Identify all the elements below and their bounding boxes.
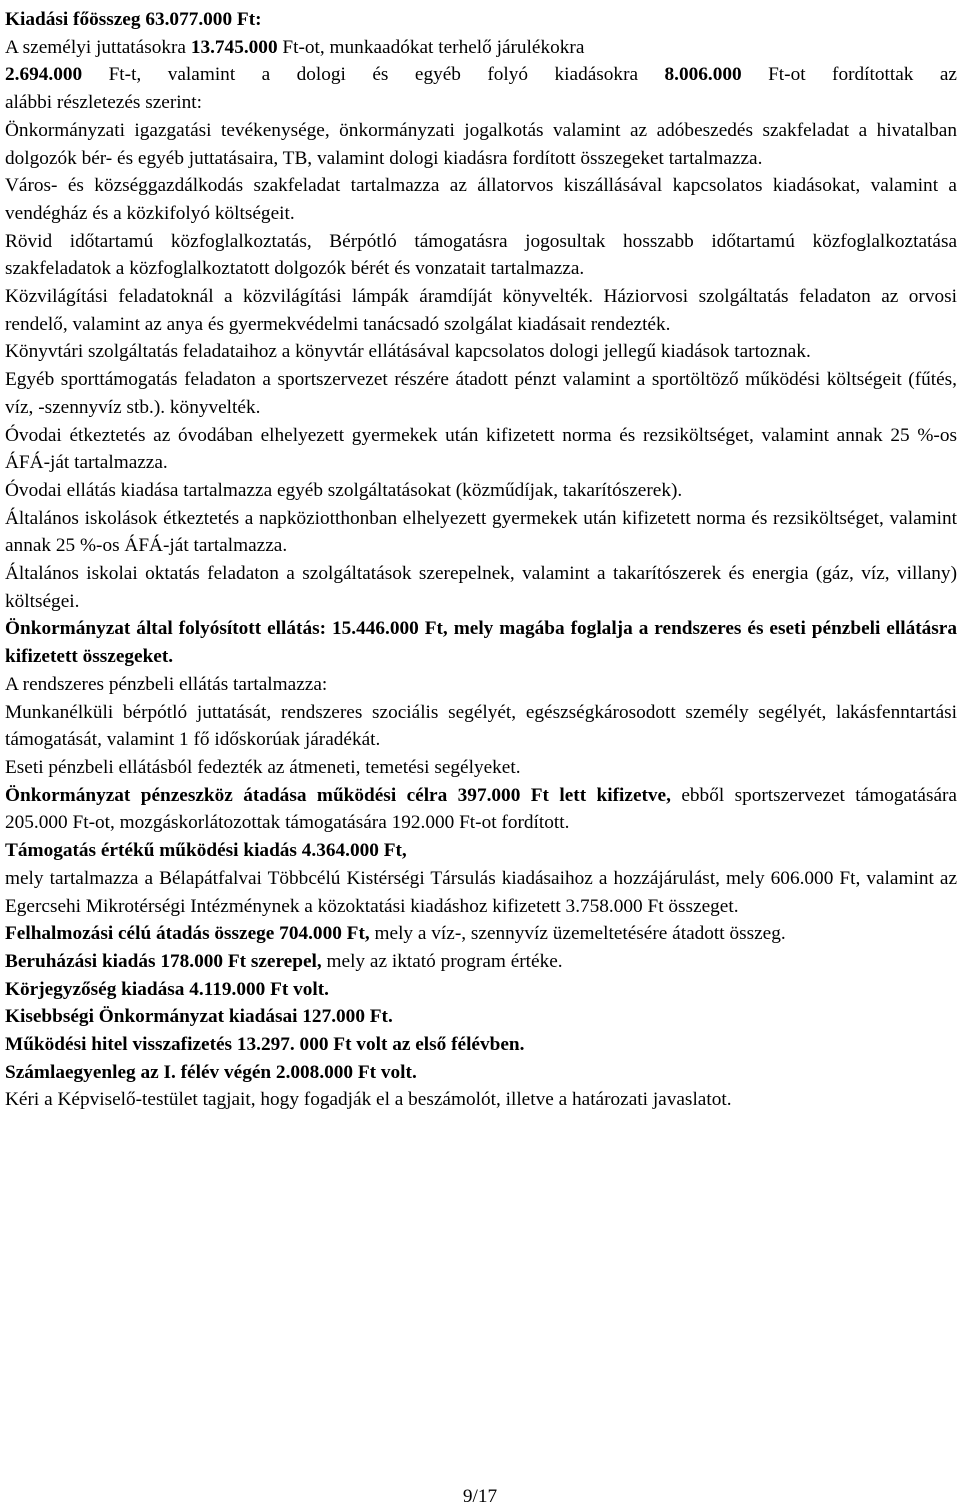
paragraph-munkanelkuli: Munkanélküli bérpótló juttatását, rendszeres szociális segélyét, egészségkárosodott személy segélyét, lakásfenntartási támogatását, valamint 1 fő időskorúak járadékát. [5, 701, 957, 751]
paragraph-felhalmozasi: Felhalmozási célú átadás összege 704.000 Ft, mely a víz-, szennyvíz üzemeltetésére átadott összeg. [5, 923, 786, 945]
paragraph-varos: Város- és községgazdálkodás szakfeladat tartalmazza az állatorvos kiszállásával kapcsolatos kiadásokat, valamint a vendégház és a közkifolyó költségeit. [5, 175, 957, 224]
page-number: 9/17 [462, 1486, 498, 1507]
paragraph-konyvtar: Könyvtári szolgáltatás feladataihoz a könyvtár ellátásával kapcsolatos dologi jellegű kiadások tartoznak. [5, 341, 811, 363]
paragraph-tamogatas: mely tartalmazza a Bélapátfalvai Többcélú Kistérségi Társulás kiadásaihoz a hozzájárulást, mely 606.000 Ft, valamint az Egercsehi Mikrotérségi Intézménynek a közoktatási kiadáshoz kifizetett 3.758.000 Ft összeget. [5, 867, 957, 917]
paragraph-ellatas: Önkormányzat által folyósított ellátás: 15.446.000 Ft, mely magába foglalja a rendszeres és eseti pénzbeli ellátásra kifizetett összegeket. [5, 618, 957, 668]
paragraph-rendszeres-head: A rendszeres pénzbeli ellátás tartalmazza: [5, 673, 328, 695]
paragraph-tamogatas-heading: Támogatás értékű működési kiadás 4.364.000 Ft, [5, 840, 407, 862]
paragraph-altalanos-oktatas: Általános iskolai oktatás feladaton a szolgáltatások szerepelnek, valamint a takarítószerek és energia (gáz, víz, villany) költségei. [5, 563, 957, 612]
paragraph-ovodai-etkeztetes: Óvodai étkeztetés az óvodában elhelyezett gyermekek után kifizetett norma és rezsiköltséget, valamint annak 25 %-os ÁFÁ-ját tartalmazza. [5, 424, 957, 474]
paragraph-sport: Egyéb sporttámogatás feladaton a sportszervezet részére átadott pénzt valamint a sportöltöző működési költségeit (fűtés, víz, -szennyvíz stb.). könyvelték. [5, 369, 957, 418]
paragraph-mukodesi-hitel: Működési hitel visszafizetés 13.297. 000 Ft volt az első félévben. [5, 1034, 525, 1056]
paragraph-onkormanyzati: Önkormányzati igazgatási tevékenysége, önkormányzati jogalkotás valamint az adóbeszedés szakfeladat a hivatalban dolgozók bér- és egyéb juttatásaira, TB, valamint dologi kiadásra fordított összegeket tartalmazza. [5, 119, 957, 169]
paragraph-keri: Kéri a Képviselő-testület tagjait, hogy fogadják el a beszámolót, illetve a határozati javaslatot. [5, 1089, 732, 1111]
paragraph-ovodai-ellatas: Óvodai ellátás kiadása tartalmazza egyéb szolgáltatásokat (közműdíjak, takarítószerek). [5, 479, 683, 501]
paragraph-rovid: Rövid időtartamú közfoglalkoztatás, Bérpótló támogatásra jogosultak hosszabb időtartamú közfoglalkoztatása szakfeladatok a közfoglalkoztatott dolgozók bérét és vonzatait tartalmazza. [5, 230, 957, 280]
paragraph-kisebbsegi: Kisebbségi Önkormányzat kiadásai 127.000 Ft. [5, 1006, 393, 1028]
paragraph-altalanos-etkeztetes: Általános iskolások étkeztetés a napköziotthonban elhelyezett gyermekek után kifizetett norma és rezsiköltséget, valamint annak 25 %-os ÁFÁ-ját tartalmazza. [5, 507, 957, 557]
paragraph-eseti: Eseti pénzbeli ellátásból fedezték az átmeneti, temetési segélyeket. [5, 756, 521, 778]
heading-main-expense: Kiadási főösszeg 63.077.000 Ft: [5, 9, 262, 30]
paragraph-personnel: A személyi juttatásokra 13.745.000 Ft-ot, munkaadókat terhelő járulékokra [5, 36, 585, 58]
paragraph-details-intro: alábbi részletezés szerint: [5, 92, 202, 114]
paragraph-penzeszkoz: Önkormányzat pénzeszköz átadása működési célra 397.000 Ft lett kifizetve, ebből sportszervezet támogatására 205.000 Ft-ot, mozgáskorlátozottak támogatására 192.000 Ft-ot fordított. [5, 784, 957, 834]
paragraph-korjegyzoseg: Körjegyzőség kiadása 4.119.000 Ft volt. [5, 978, 330, 1000]
paragraph-beruhazasi: Beruházási kiadás 178.000 Ft szerepel, mely az iktató program értéke. [5, 950, 563, 972]
document-body [5, 6, 957, 1114]
paragraph-kozvilagitas: Közvilágítási feladatoknál a közvilágítási lámpák áramdíját könyvelték. Háziorvosi szolgáltatás feladaton az orvosi rendelő, valamint az anya és gyermekvédelmi tanácsadó szolgálat kiadásait rendezték. [5, 286, 957, 335]
paragraph-contributions: 2.694.000 Ft-t, valamint a dologi és egyéb folyó kiadásokra 8.006.000 Ft-ot fordítottak az [5, 64, 957, 86]
paragraph-szamlaegyenleg: Számlaegyenleg az I. félév végén 2.008.000 Ft volt. [5, 1061, 417, 1083]
